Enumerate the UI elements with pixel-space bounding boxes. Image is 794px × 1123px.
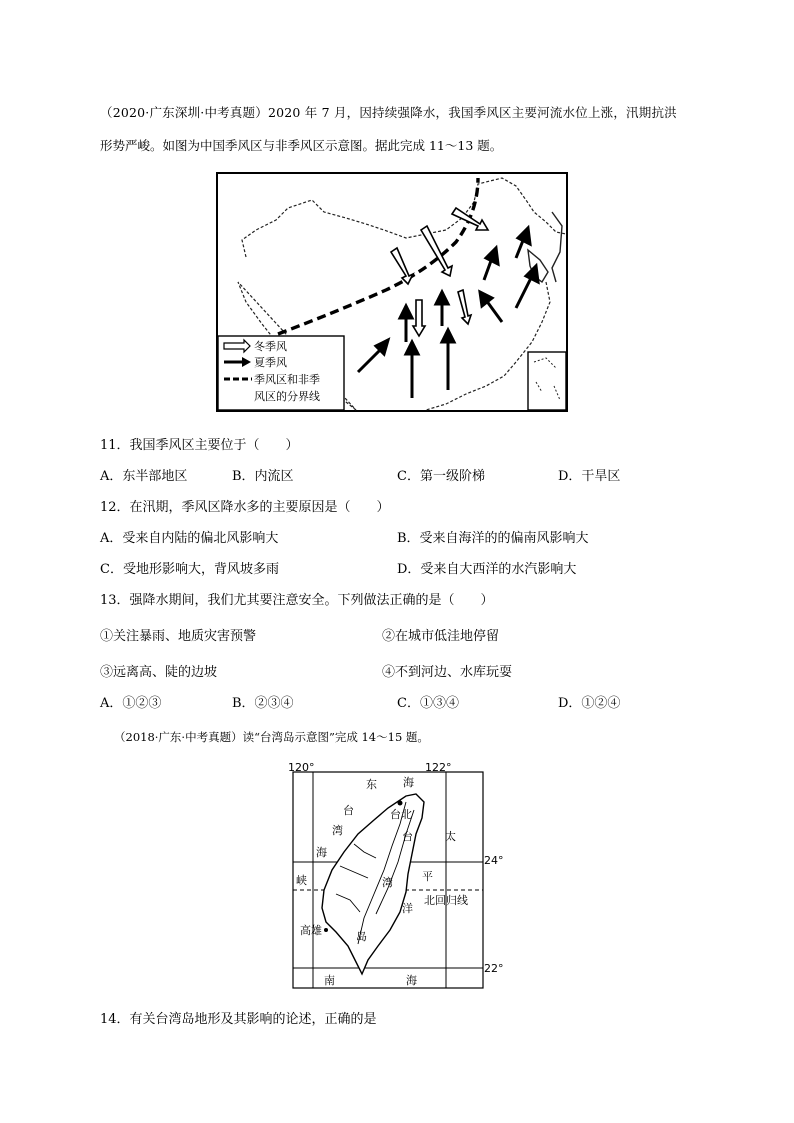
q12-option-d[interactable]: D．受来自大西洋的水汽影响大: [397, 562, 577, 577]
q11-stem: 11．我国季风区主要位于（ ）: [100, 438, 299, 453]
label-tai-left: 台: [343, 804, 354, 817]
lon-122-label: 122°: [425, 761, 452, 774]
q12-option-a[interactable]: A．受来自内陆的偏北风影响大: [100, 531, 279, 546]
q12-option-c[interactable]: C．受地形影响大，背风坡多雨: [100, 562, 279, 577]
intro-line-1: （2020·广东深圳·中考真题）2020 年 7 月，因持续强降水，我国季风区主要河流水位上涨，汛期抗洪: [100, 105, 677, 120]
lon-120-label: 120°: [288, 761, 315, 774]
label-hai-top: 海: [403, 776, 414, 789]
gaoxiong-dot: [324, 928, 328, 932]
q13-option-b[interactable]: B．②③④: [232, 696, 294, 711]
label-yang: 洋: [402, 902, 413, 915]
label-dong: 东: [366, 778, 377, 791]
q13-item-4: ④不到河边、水库玩耍: [382, 665, 513, 680]
lat-24-label: 24°: [484, 854, 504, 867]
q13-item-3: ③远离高、陡的边坡: [100, 665, 218, 680]
q12-option-b[interactable]: B．受来自海洋的的偏南风影响大: [397, 531, 589, 546]
q11-option-a[interactable]: A．东半部地区: [100, 469, 188, 484]
legend-winter-label: 冬季风: [254, 340, 287, 353]
label-wan-center: 湾: [382, 876, 393, 889]
label-nan: 南: [324, 974, 335, 987]
q11-option-d[interactable]: D．干旱区: [558, 469, 621, 484]
label-dao: 岛: [356, 930, 367, 943]
q13-item-1: ①关注暴雨、地质灾害预警: [100, 629, 257, 644]
label-tai-right: 太: [445, 830, 456, 843]
taibei-dot: [398, 801, 403, 806]
lat-22-label: 22°: [484, 962, 504, 975]
legend-boundary-label-2: 风区的分界线: [254, 390, 320, 403]
label-ping: 平: [422, 870, 433, 883]
label-hai-bottom: 海: [406, 974, 417, 987]
q14-stem: 14．有关台湾岛地形及其影响的论述，正确的是: [100, 1012, 377, 1027]
legend-boundary-label-1: 季风区和非季: [254, 373, 320, 386]
q13-item-2: ②在城市低洼地停留: [382, 629, 500, 644]
q13-option-a[interactable]: A．①②③: [100, 696, 162, 711]
q12-stem: 12．在汛期，季风区降水多的主要原因是（ ）: [100, 500, 390, 515]
q13-option-c[interactable]: C．①③④: [397, 696, 459, 711]
south-china-sea-inset: [528, 352, 566, 410]
legend-summer-label: 夏季风: [254, 356, 287, 369]
q11-option-c[interactable]: C．第一级阶梯: [397, 469, 485, 484]
label-gaoxiong: 高雄: [300, 924, 322, 937]
label-wan-left: 湾: [332, 824, 343, 837]
q11-option-b[interactable]: B．内流区: [232, 469, 294, 484]
label-xia: 峡: [296, 874, 307, 887]
label-tai-center: 台: [402, 830, 413, 843]
q13-option-d[interactable]: D．①②④: [558, 696, 621, 711]
q13-stem: 13．强降水期间，我们尤其要注意安全。下列做法正确的是（ ）: [100, 593, 494, 608]
label-hai-left: 海: [316, 846, 327, 859]
label-taibei: 台北: [390, 808, 412, 821]
intro-2018: （2018·广东·中考真题）读“台湾岛示意图”完成 14～15 题。: [114, 730, 429, 744]
intro-line-2: 形势严峻。如图为中国季风区与非季风区示意图。据此完成 11～13 题。: [100, 138, 503, 153]
label-tropic: 北回归线: [424, 894, 468, 907]
taiwan-map: [288, 761, 504, 994]
china-monsoon-map: [216, 172, 568, 412]
